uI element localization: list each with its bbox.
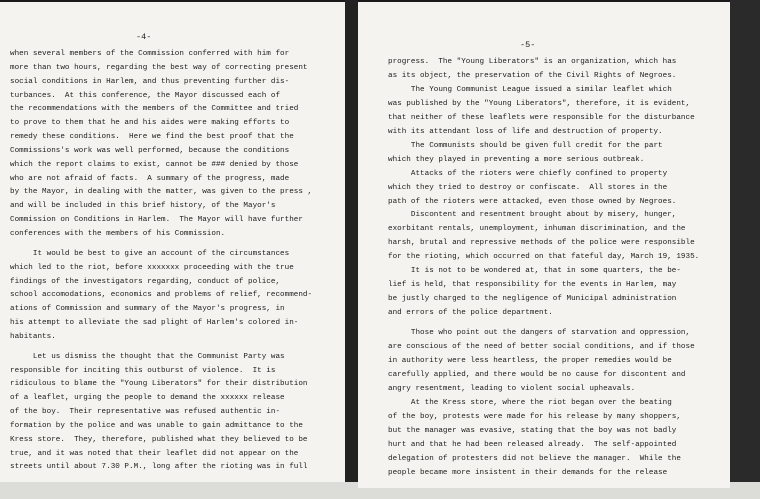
text-line: ridiculous to blame the "Young Liberators" for their distribution: [10, 380, 308, 389]
text-line: social conditions in Harlem, and thus preventing further dis-: [10, 77, 290, 86]
page-number: -5-: [520, 40, 536, 50]
left-page: [0, 2, 345, 482]
text-line: Commission on Conditions in Harlem. The Mayor will have further: [10, 216, 303, 225]
text-line: his attempt to alleviate the sad plight of Harlem's colored in-: [10, 319, 299, 328]
text-line: be justly charged to the negligence of Municipal administration: [388, 295, 677, 304]
text-line: which they played in preventing a more serious outbreak.: [388, 155, 645, 164]
text-line: hurt and that he had been released already. The self-appointed: [388, 440, 677, 449]
text-line: habitants.: [10, 332, 56, 341]
text-line: conferences with the members of his Commission.: [10, 229, 226, 238]
text-line: with its attendant loss of life and destruction of property.: [388, 127, 663, 136]
text-line: lief is held, that responsibility for the events in Harlem, may: [388, 281, 677, 290]
text-line: but the manager was evasive, stating that the boy was not badly: [388, 426, 677, 435]
text-line: responsible for inciting this outburst of violence. It is: [10, 366, 276, 375]
text-line: carefully applied, and there would be no cause for discontent and: [388, 370, 686, 379]
text-line: true, and it was noted that their leaflet did not appear on the: [10, 449, 299, 458]
text-line: and will be included in this brief history, of the Mayor's: [10, 202, 276, 211]
text-line: delegation of protesters did not believe the manager. While the: [388, 454, 681, 463]
text-line: formation by the police and was unable to gain admittance to the: [10, 421, 303, 430]
book-gutter: [345, 0, 358, 499]
text-line: as its object, the preservation of the Civil Rights of Negroes.: [388, 71, 677, 80]
text-line: Those who point out the dangers of starvation and oppression,: [388, 329, 691, 338]
text-line: people became more insistent in their demands for the release: [388, 468, 668, 477]
text-line: path of the rioters were attacked, even those owned by Negroes.: [388, 197, 677, 206]
text-line: The Young Communist League issued a similar leaflet which: [388, 85, 672, 94]
text-line: more than two hours, regarding the best way of correcting present: [10, 63, 308, 72]
right-page-body: [388, 56, 720, 481]
page-number: -4-: [136, 32, 152, 42]
text-line: and errors of the police department.: [388, 309, 553, 318]
text-line: streets until about 7.30 P.M., long after the rioting was in full: [10, 463, 308, 472]
text-line: which they tried to destroy or confiscate. All stores in the: [388, 183, 668, 192]
text-line: that neither of these leaflets were responsible for the disturbance: [388, 113, 695, 122]
text-line: Commissions's work was well performed, because the conditions: [10, 146, 290, 155]
text-line: progress. The "Young Liberators" is an organization, which has: [388, 58, 677, 66]
text-line: harsh, brutal and repressive methods of the police were responsible: [388, 239, 695, 248]
text-line: It is not to be wondered at, that in some quarters, the be-: [388, 267, 681, 276]
text-line: Kress store. They, therefore, published what they believed to be: [10, 435, 308, 444]
text-line: ations of Commission and summary of the Mayor's progress, in: [10, 305, 285, 314]
text-line: Discontent and resentment brought about by misery, hunger,: [388, 211, 677, 220]
text-line: Attacks of the rioters were chiefly confined to property: [388, 169, 668, 178]
text-line: who are not afraid of facts. A summary of the progress, made: [10, 174, 290, 183]
right-page: [358, 2, 730, 488]
text-line: in authority were less heartless, the proper remedies would be: [388, 357, 672, 366]
left-page-body: [10, 48, 335, 475]
text-line: by the Mayor, in dealing with the matter, was given to the press ,: [10, 188, 313, 197]
text-line: which led to the riot, before xxxxxxx proceeding with the true: [10, 263, 294, 272]
text-line: of the boy, protests were made for his release by many shoppers,: [388, 412, 681, 421]
text-line: Let us dismiss the thought that the Communist Party was: [10, 352, 285, 361]
text-line: turbances. At this conference, the Mayor discussed each of: [10, 91, 281, 100]
text-line: to prove to them that he and his aides were making efforts to: [10, 119, 290, 128]
text-line: the recommendations with the members of the Committee and tried: [10, 105, 299, 114]
text-line: of a leaflet, urging the people to demand the xxxxxx release: [10, 394, 285, 403]
text-line: was published by the "Young Liberators", therefore, it is evident,: [388, 99, 691, 108]
text-line: of the boy. Their representative was refused authentic in-: [10, 408, 281, 417]
text-line: which the report claims to exist, cannot be ### denied by those: [10, 160, 299, 169]
text-line: It would be best to give an account of the circumstances: [10, 249, 290, 258]
text-line: remedy these conditions. Here we find the best proof that the: [10, 133, 294, 142]
text-line: findings of the investigators regarding, conduct of police,: [10, 277, 281, 286]
scan-edge: [730, 0, 760, 499]
text-line: angry resentment, leading to violent social upheavals.: [388, 384, 636, 393]
text-line: The Communists should be given full credit for the part: [388, 141, 663, 150]
text-line: for the rioting, which occurred on that fateful day, March 19, 1935.: [388, 253, 700, 262]
text-line: At the Kress store, where the riot began over the beating: [388, 398, 672, 407]
text-line: when several members of the Commission conferred with him for: [10, 50, 290, 58]
text-line: school accomodations, economics and problems of relief, recommend-: [10, 291, 313, 300]
text-line: exorbitant rentals, unemployment, inhuman discrimination, and the: [388, 225, 686, 234]
text-line: are conscious of the need of better social conditions, and if those: [388, 343, 695, 352]
